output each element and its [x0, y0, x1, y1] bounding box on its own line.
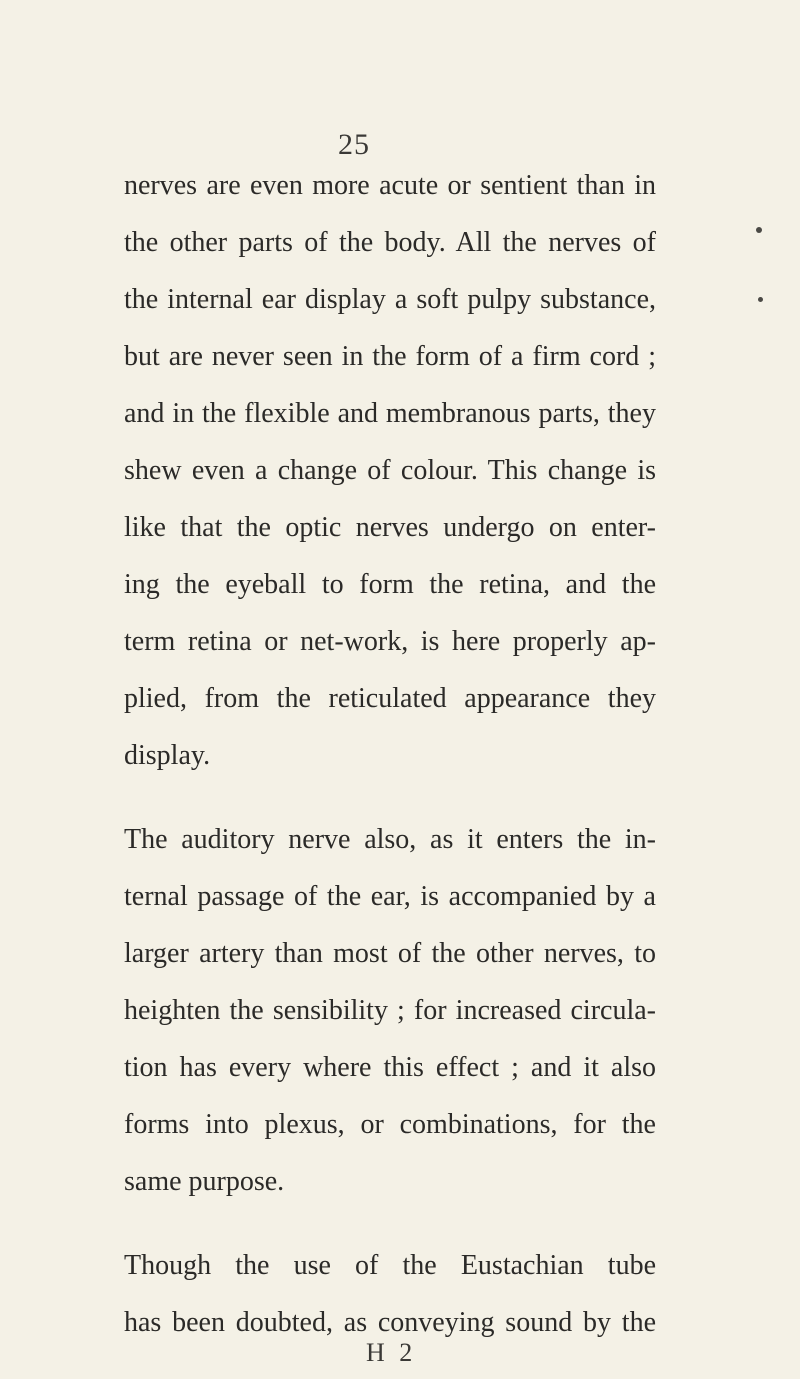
- ink-speck: [756, 227, 762, 233]
- text-line: shew even a change of colour. This change is: [124, 455, 656, 486]
- text-line: forms into plexus, or combinations, for the: [124, 1109, 656, 1140]
- text-line: ternal passage of the ear, is accompanied by a: [124, 881, 656, 912]
- text-line: term retina or net-work, is here properly ap-: [124, 626, 656, 657]
- text-line: the internal ear display a soft pulpy substance,: [124, 284, 656, 315]
- text-line: ing the eyeball to form the retina, and the: [124, 569, 656, 600]
- ink-speck: [758, 297, 763, 302]
- text-line: has been doubted, as conveying sound by the: [124, 1307, 656, 1338]
- text-line: tion has every where this effect ; and it also: [124, 1052, 656, 1083]
- text-line: The auditory nerve also, as it enters the in-: [124, 824, 656, 855]
- page-number: 25: [338, 128, 370, 161]
- text-line: Though the use of the Eustachian tube: [124, 1250, 656, 1281]
- text-line: same purpose.: [124, 1166, 285, 1197]
- signature-mark: H 2: [366, 1338, 417, 1367]
- text-line: heighten the sensibility ; for increased circula-: [124, 995, 656, 1026]
- text-line: display.: [124, 740, 211, 771]
- text-line: but are never seen in the form of a firm cord ;: [124, 341, 656, 372]
- text-line: and in the flexible and membranous parts, they: [124, 398, 656, 429]
- text-line: nerves are even more acute or sentient than in: [124, 170, 656, 201]
- text-line: plied, from the reticulated appearance they: [124, 683, 656, 714]
- text-line: the other parts of the body. All the nerves of: [124, 227, 656, 258]
- text-line: larger artery than most of the other nerves, to: [124, 938, 656, 969]
- text-line: like that the optic nerves undergo on enter-: [124, 512, 656, 543]
